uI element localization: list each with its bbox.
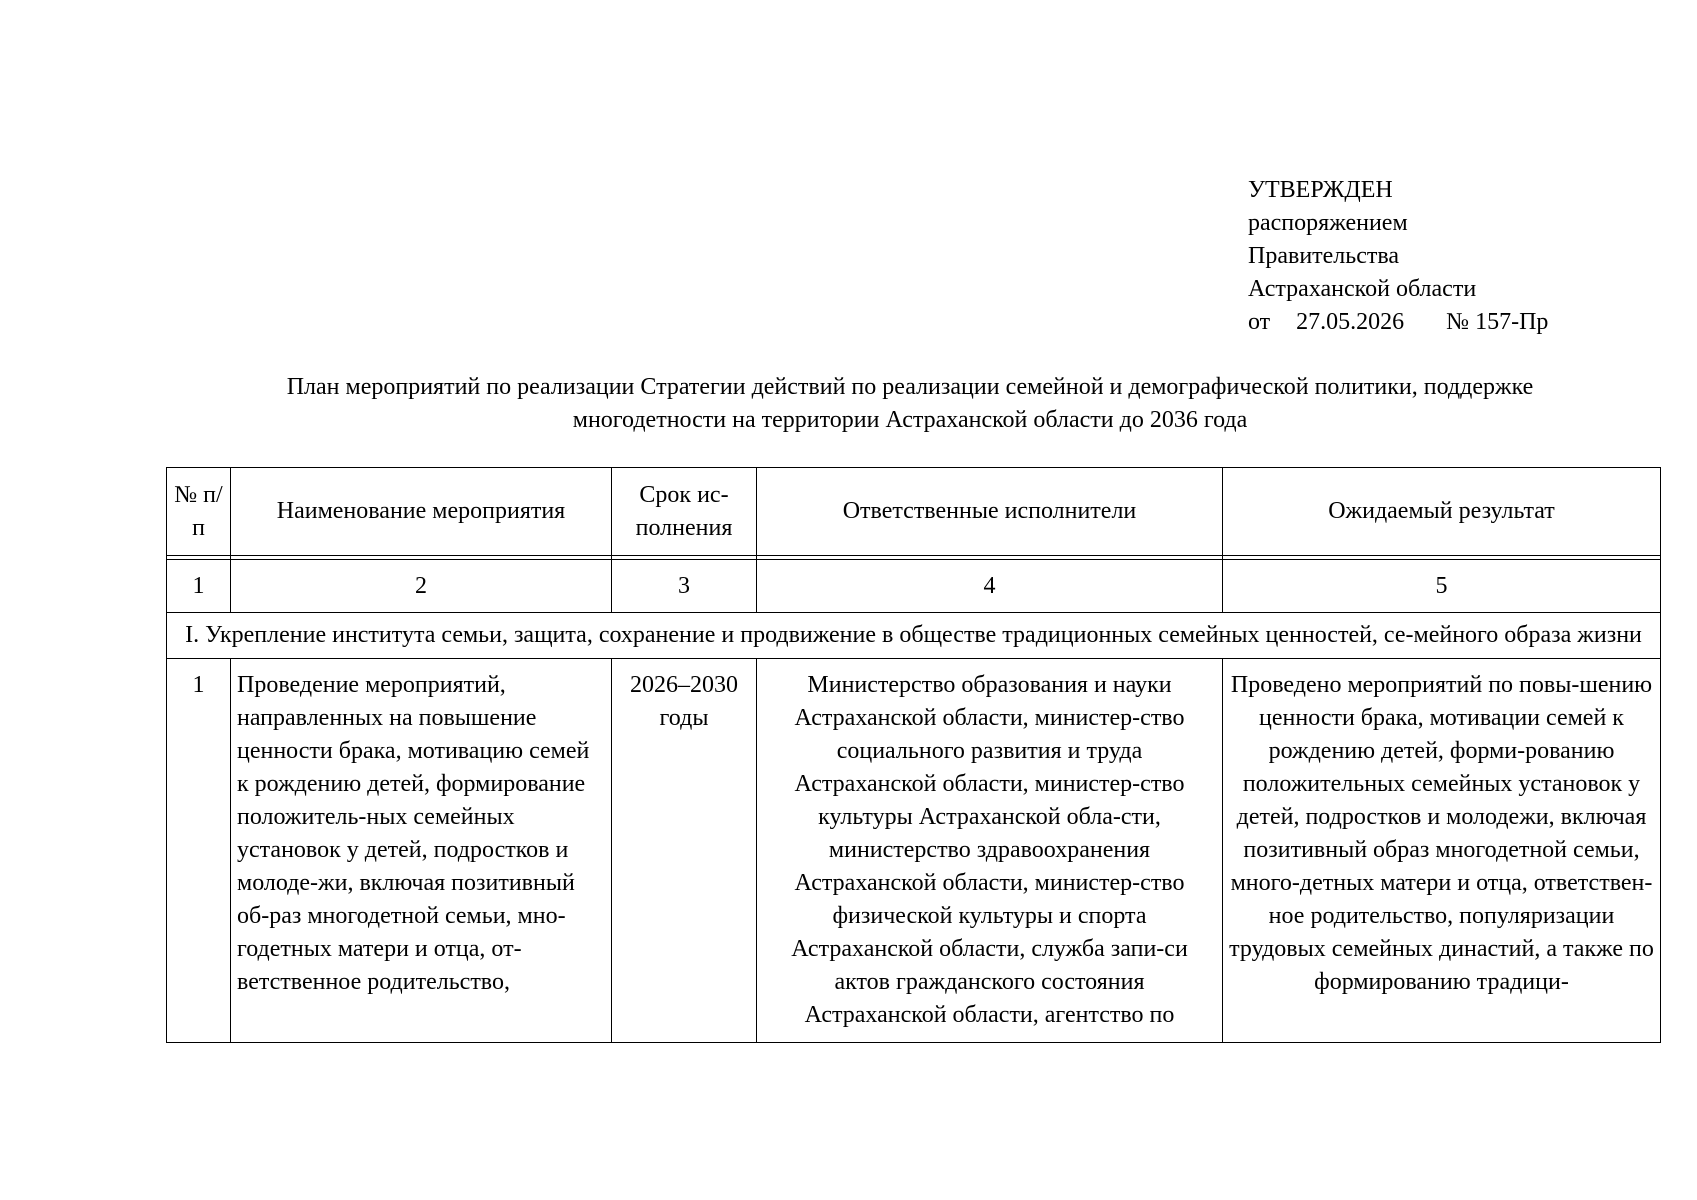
approval-date-line: [1248, 306, 1548, 339]
row-executors: Министерство образования и науки Астраханской области, министер-ство социального развития и труда Астраханской области, министер-ство культуры Астраханской обла-сти, министерство здравоохранения Астраханской области, министер-ство физической культуры и спорта Астраханской области, служба запи-си актов гражданского состояния Астраханской области, агентство по: [757, 659, 1223, 1043]
approval-heading: УТВЕРЖДЕН: [1248, 177, 1393, 203]
column-number: 1: [167, 560, 231, 613]
section-row: [167, 613, 1661, 659]
approval-government-line: Правительства: [1248, 243, 1400, 269]
approval-stamp: [1248, 174, 1548, 339]
column-number: 3: [612, 560, 757, 613]
row-result: Проведено мероприятий по повы-шению ценности брака, мотивации семей к рождению детей, форми-рованию положительных семейных установок у детей, подростков и молодежи, включая позитивный образ многодетной семьи, много-детных матери и отца, ответствен-ное родительство, популяризации трудовых семейных династий, а также по формированию традици-: [1223, 659, 1661, 1043]
approval-order-line: распоряжением: [1248, 210, 1408, 236]
approval-region-line: Астраханской области: [1248, 276, 1477, 302]
header-executors: Ответственные исполнители: [757, 468, 1223, 556]
header-result: Ожидаемый результат: [1223, 468, 1661, 556]
header-num: № п/п: [167, 468, 231, 556]
header-term: Срок ис-полнения: [612, 468, 757, 556]
section-title: I. Укрепление института семьи, защита, сохранение и продвижение в обществе традиционных семейных ценностей, се-мейного образа жизни: [167, 613, 1661, 659]
column-number-row: [167, 560, 1661, 613]
header-name: Наименование мероприятия: [231, 468, 612, 556]
approval-date-prefix: от: [1248, 309, 1271, 335]
plan-table: [166, 467, 1661, 1043]
document-title: [150, 371, 1670, 437]
column-number: 4: [757, 560, 1223, 613]
table-row: [167, 659, 1661, 1043]
table-header-row: [167, 468, 1661, 556]
approval-number: № 157-Пр: [1446, 309, 1549, 335]
column-number: 5: [1223, 560, 1661, 613]
document-title-line2: многодетности на территории Астраханской области до 2036 года: [572, 407, 1248, 433]
row-term: 2026–2030 годы: [612, 659, 757, 1043]
row-name: Проведение мероприятий, направленных на повышение ценности брака, мотивацию семей к рождению детей, формирование положитель-ных семейных установок у детей, подростков и молоде-жи, включая позитивный об-раз многодетной семьи, мно-годетных матери и отца, от-ветственное родительство,: [231, 659, 612, 1043]
row-num: 1: [167, 659, 231, 1043]
document-title-line1: План мероприятий по реализации Стратегии действий по реализации семейной и демографической политики, поддержке: [286, 374, 1534, 400]
column-number: 2: [231, 560, 612, 613]
approval-date: 27.05.2026: [1296, 309, 1405, 335]
